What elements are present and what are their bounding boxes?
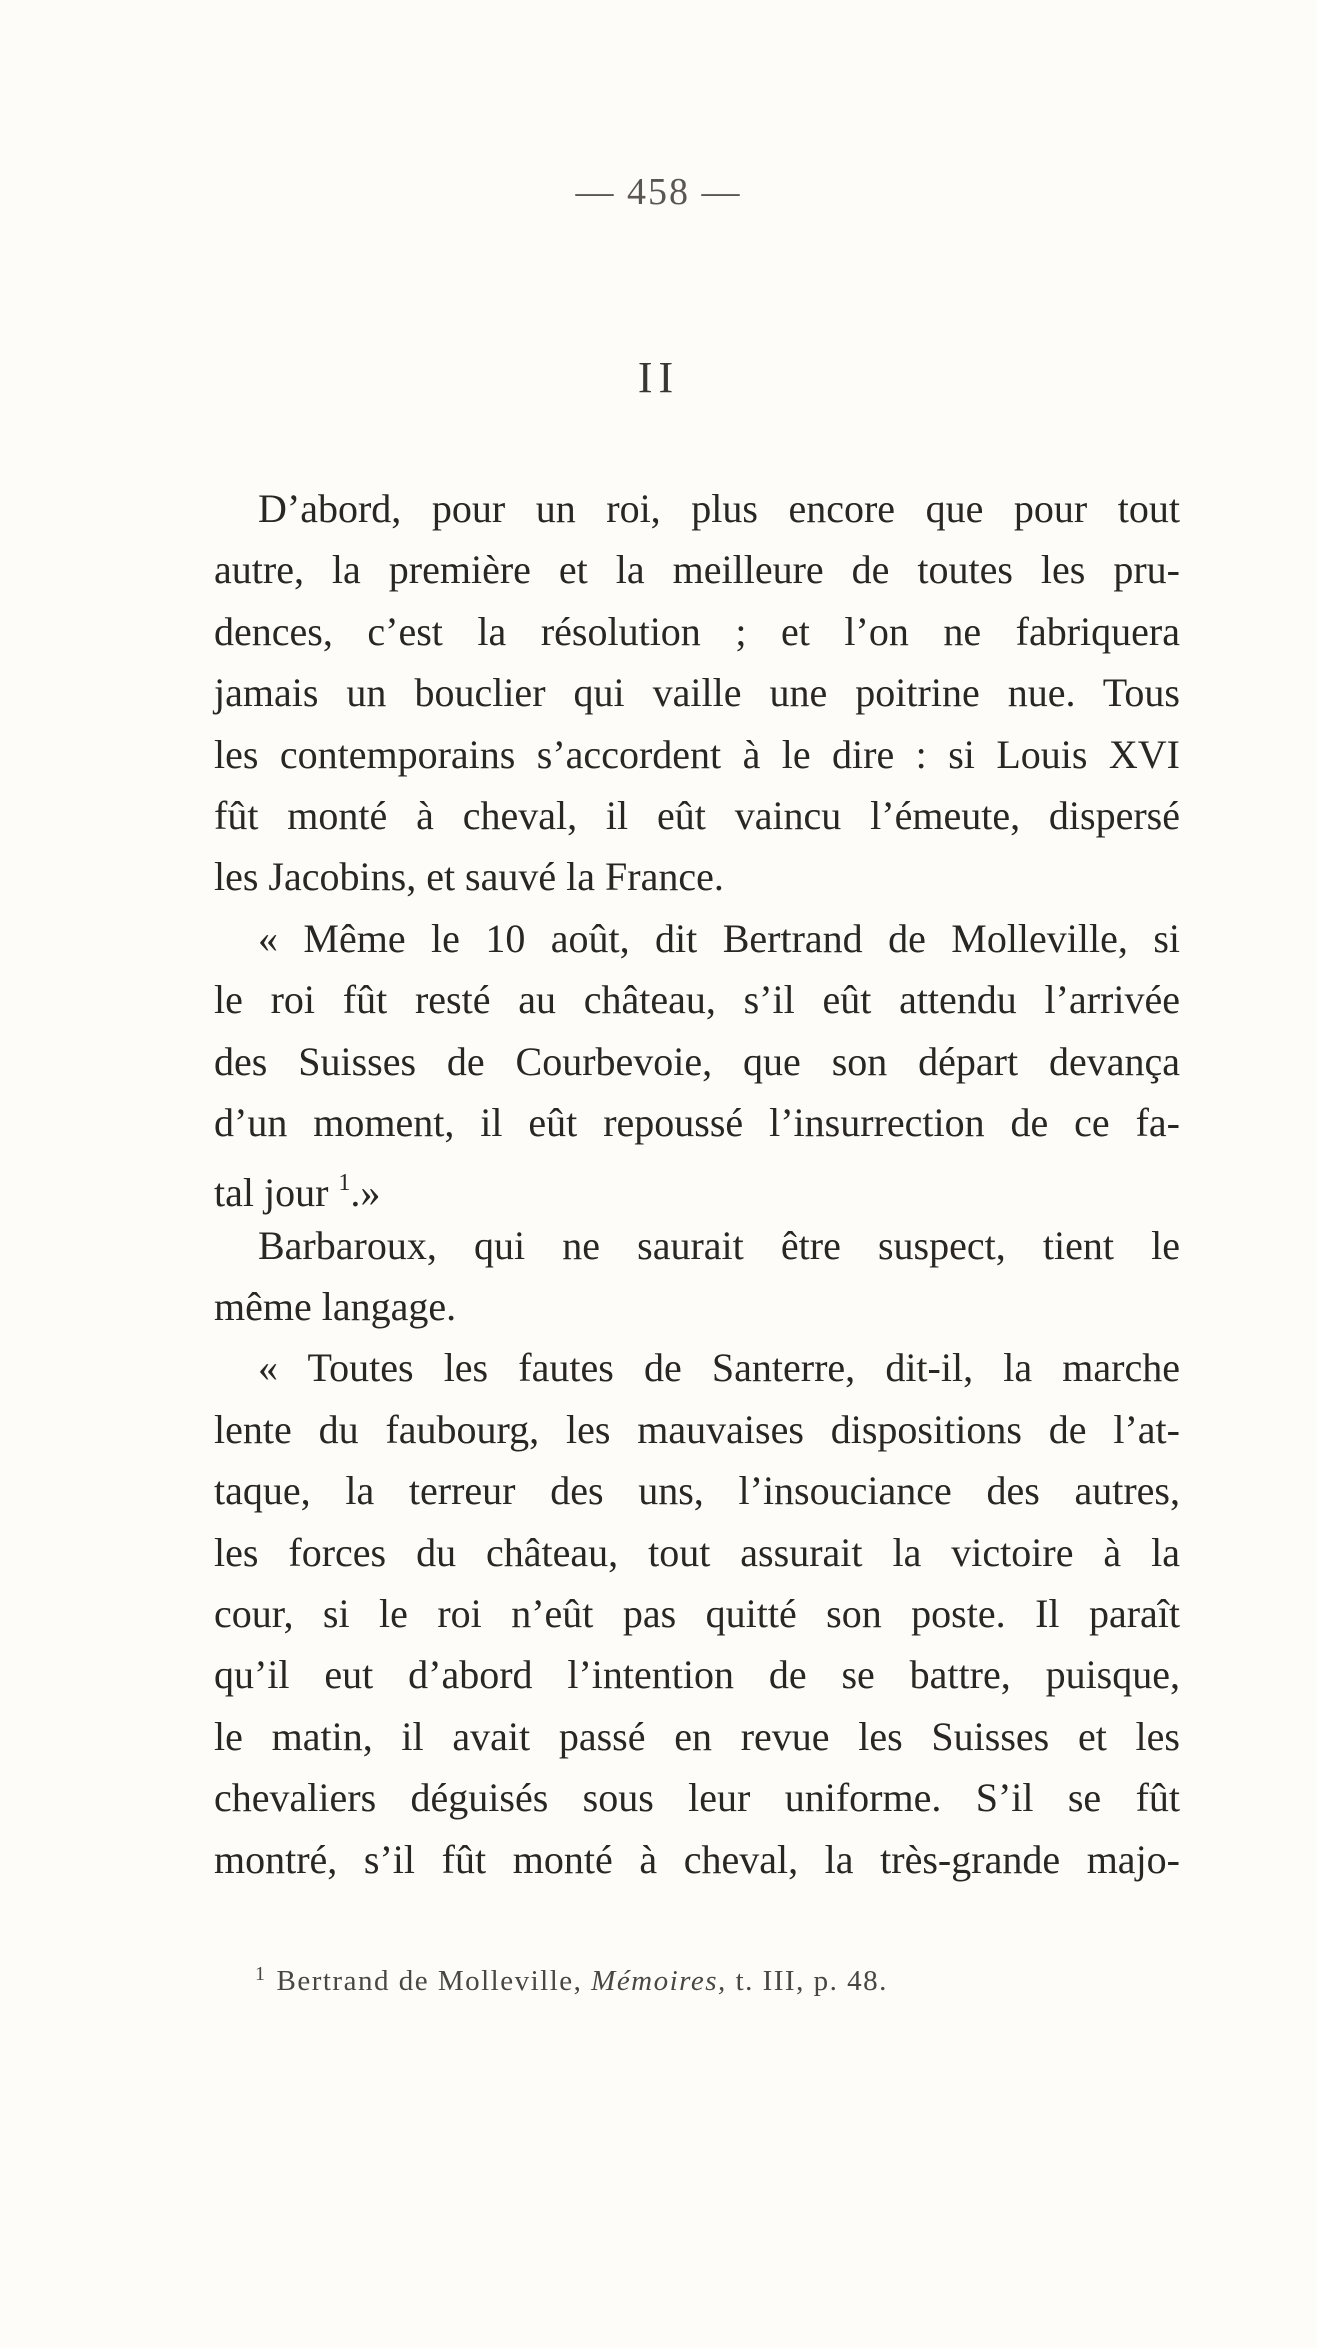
text-line: Barbaroux, qui ne saurait être suspect, tient le bbox=[258, 1222, 1180, 1268]
text-line: taque, la terreur des uns, l’insouciance des autres, bbox=[214, 1468, 1180, 1514]
text-line: jamais un bouclier qui vaille une poitrine nue. Tous bbox=[214, 670, 1180, 716]
text-line: d’un moment, il eût repoussé l’insurrection de ce fa- bbox=[214, 1099, 1180, 1145]
text-line: chevaliers déguisés sous leur uniforme. S’il se fût bbox=[214, 1775, 1180, 1821]
text-line: le roi fût resté au château, s’il eût attendu l’arrivée bbox=[214, 977, 1180, 1023]
text-line: cour, si le roi n’eût pas quitté son poste. Il paraît bbox=[214, 1591, 1180, 1637]
text-line: autre, la première et la meilleure de toutes les pru- bbox=[214, 547, 1180, 593]
text-line: D’abord, pour un roi, plus encore que pour tout bbox=[258, 486, 1180, 531]
text-line: même langage. bbox=[214, 1284, 457, 1330]
text-line: montré, s’il fût monté à cheval, la très-grande majo- bbox=[214, 1836, 1180, 1882]
text-line: fût monté à cheval, il eût vaincu l’émeute, dispersé bbox=[214, 792, 1180, 838]
text-fragment: .» bbox=[350, 1170, 381, 1216]
body-text bbox=[214, 478, 1180, 1890]
text-line: qu’il eut d’abord l’intention de se battre, puisque, bbox=[214, 1652, 1180, 1698]
footnote-number: 1 bbox=[255, 1963, 267, 1985]
text-line: des Suisses de Courbevoie, que son départ devança bbox=[214, 1038, 1180, 1084]
text-line: lente du faubourg, les mauvaises dispositions de l’at- bbox=[214, 1406, 1180, 1452]
text-line-with-footnote bbox=[214, 1153, 1180, 1214]
text-line: les contemporains s’accordent à le dire : si Louis XVI bbox=[214, 731, 1180, 777]
footnote-author: Bertrand de Molleville, bbox=[276, 1965, 583, 1997]
text-line: le matin, il avait passé en revue les Suisses et les bbox=[214, 1713, 1180, 1759]
text-fragment: tal jour bbox=[214, 1170, 329, 1216]
section-heading: II bbox=[637, 353, 680, 402]
footnote-reference: 1 bbox=[338, 1170, 351, 1197]
footnote-citation: t. III, p. 48. bbox=[735, 1965, 888, 1997]
page-number: — 458 — bbox=[575, 171, 742, 213]
footnote bbox=[255, 1963, 1155, 1998]
text-line: les Jacobins, et sauvé la France. bbox=[214, 854, 724, 900]
text-line: « Toutes les fautes de Santerre, dit-il, la marche bbox=[258, 1345, 1180, 1391]
text-line: « Même le 10 août, dit Bertrand de Molleville, si bbox=[258, 915, 1180, 961]
text-line: dences, c’est la résolution ; et l’on ne fabriquera bbox=[214, 608, 1180, 654]
text-line: les forces du château, tout assurait la victoire à la bbox=[214, 1529, 1180, 1575]
footnote-work-title: Mémoires, bbox=[591, 1965, 727, 1997]
